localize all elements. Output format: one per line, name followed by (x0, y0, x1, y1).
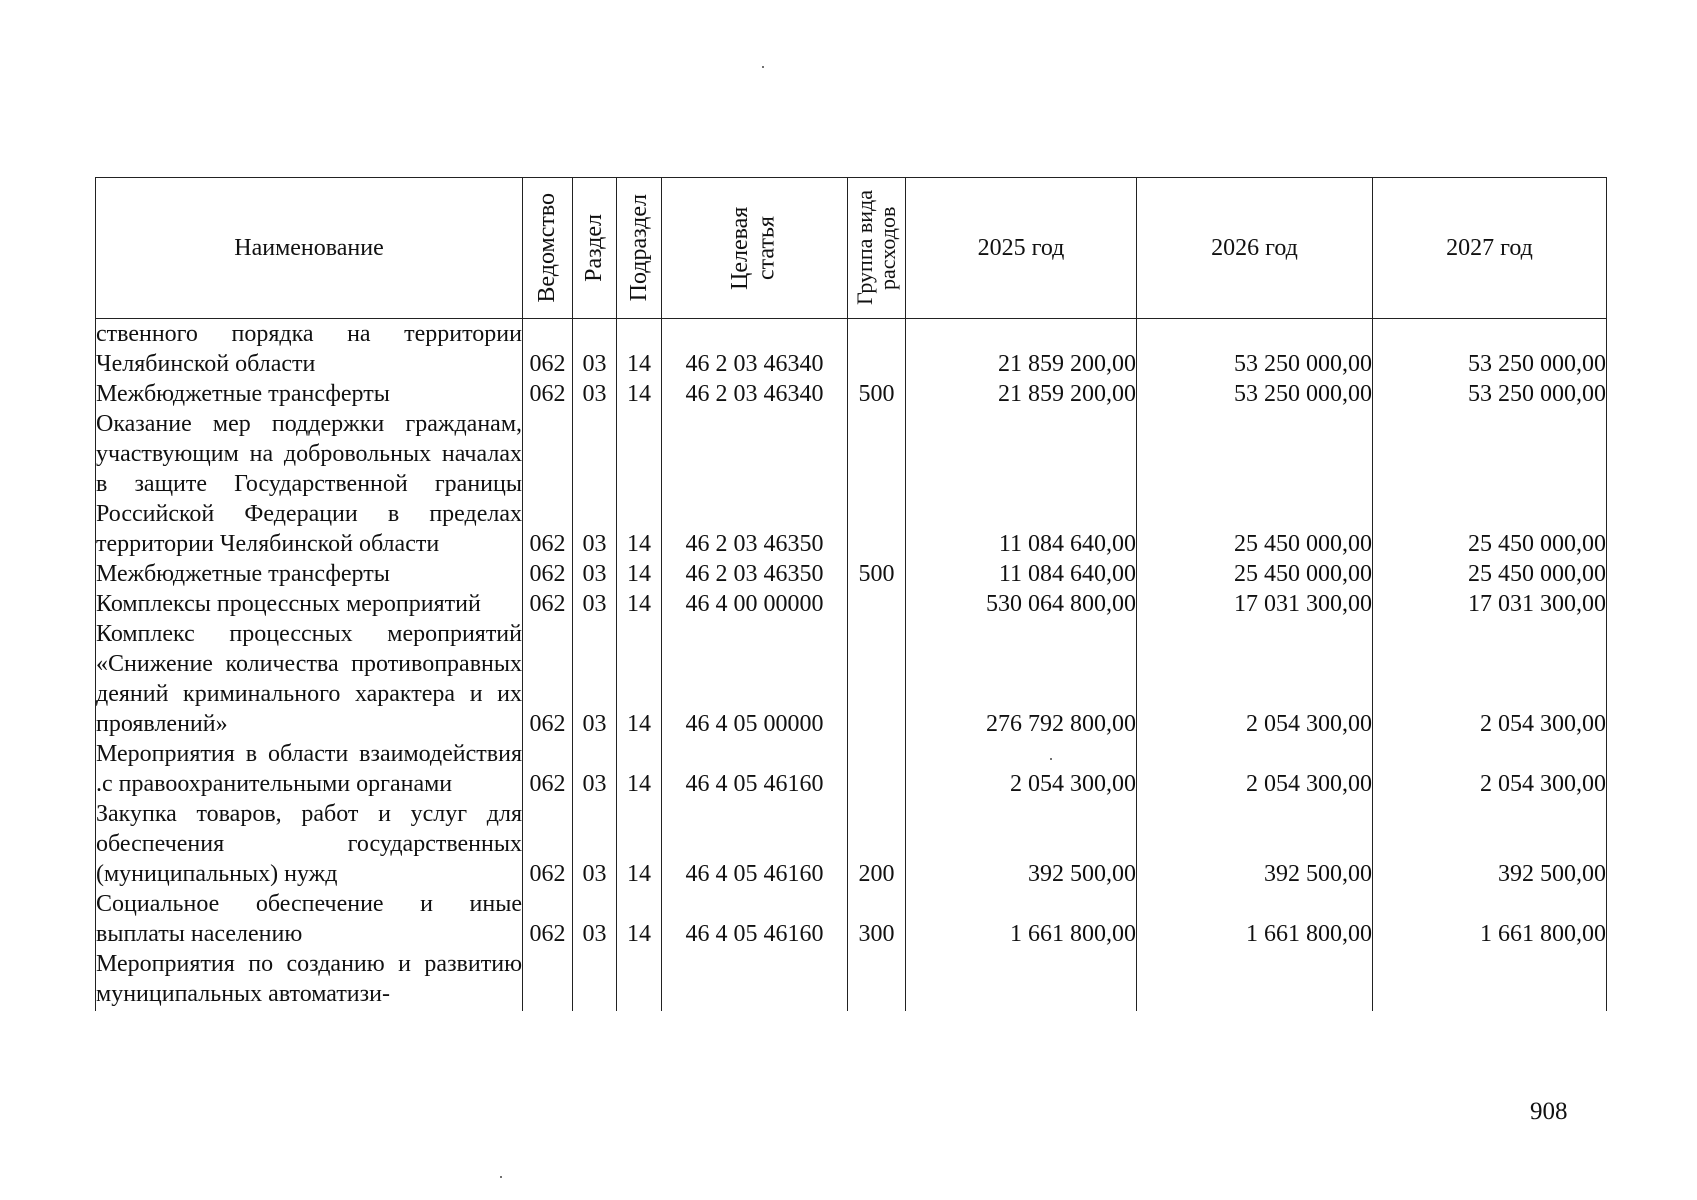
cell-target: 46 4 05 46160 (662, 799, 848, 889)
cell-2027: 53 250 000,00 (1373, 319, 1607, 380)
cell-name: Закупка товаров, работ и услуг для обеспечения государственных (муниципальных) нужд (96, 801, 522, 887)
cell-2026: 53 250 000,00 (1137, 379, 1373, 409)
header-2027: 2027 год (1373, 178, 1607, 319)
cell-subsection: 14 (617, 589, 662, 619)
cell-2027: 1 661 800,00 (1373, 889, 1607, 949)
cell-dept: 062 (523, 739, 573, 799)
cell-section: 03 (573, 739, 617, 799)
cell-section: 03 (573, 319, 617, 380)
cell-2027: 53 250 000,00 (1373, 379, 1607, 409)
header-name: Наименование (96, 178, 523, 319)
cell-2026: 2 054 300,00 (1137, 619, 1373, 739)
cell-target: 46 2 03 46340 (662, 379, 848, 409)
cell-dept (523, 949, 573, 1011)
page-number: 908 (1530, 1098, 1568, 1125)
cell-2027: 392 500,00 (1373, 799, 1607, 889)
cell-2027 (1373, 949, 1607, 1011)
cell-exptype (848, 409, 906, 559)
cell-dept: 062 (523, 559, 573, 589)
table-row (96, 379, 1607, 409)
cell-exptype: 500 (848, 559, 906, 589)
cell-exptype (848, 949, 906, 1011)
cell-target: 46 4 05 00000 (662, 619, 848, 739)
cell-2026: 1 661 800,00 (1137, 889, 1373, 949)
cell-2026: 25 450 000,00 (1137, 409, 1373, 559)
table-row (96, 619, 1607, 739)
cell-subsection (617, 949, 662, 1011)
cell-2027: 25 450 000,00 (1373, 559, 1607, 589)
cell-dept: 062 (523, 319, 573, 380)
cell-target (662, 949, 848, 1011)
cell-section: 03 (573, 559, 617, 589)
cell-dept: 062 (523, 799, 573, 889)
cell-exptype (848, 319, 906, 380)
cell-section: 03 (573, 379, 617, 409)
cell-2025: 11 084 640,00 (906, 409, 1137, 559)
cell-2026: 25 450 000,00 (1137, 559, 1373, 589)
cell-exptype: 200 (848, 799, 906, 889)
cell-dept: 062 (523, 589, 573, 619)
cell-2025: 21 859 200,00 (906, 319, 1137, 380)
header-subsection: Подраздел (617, 178, 662, 319)
cell-name: Социальное обеспечение и иные выплаты населению (96, 891, 522, 947)
cell-dept: 062 (523, 409, 573, 559)
cell-2025 (906, 949, 1137, 1011)
header-2026: 2026 год (1137, 178, 1373, 319)
cell-target: 46 2 03 46350 (662, 559, 848, 589)
cell-2025: 530 064 800,00 (906, 589, 1137, 619)
cell-section: 03 (573, 889, 617, 949)
header-exptype: Группа вида расходов (848, 178, 906, 319)
cell-name: Мероприятия в области взаимодействия .с правоохранительными органами (96, 741, 522, 797)
cell-2025: 1 661 800,00 (906, 889, 1137, 949)
cell-name: Межбюджетные трансферты (96, 559, 523, 589)
cell-exptype: 500 (848, 379, 906, 409)
cell-subsection: 14 (617, 379, 662, 409)
cell-exptype (848, 739, 906, 799)
cell-subsection: 14 (617, 559, 662, 589)
cell-name: Комплексы процессных мероприятий (96, 589, 523, 619)
cell-2027: 17 031 300,00 (1373, 589, 1607, 619)
scan-speck (762, 66, 764, 68)
table-body (96, 319, 1607, 1012)
cell-2027: 25 450 000,00 (1373, 409, 1607, 559)
cell-exptype (848, 589, 906, 619)
cell-2026: 53 250 000,00 (1137, 319, 1373, 380)
cell-dept: 062 (523, 619, 573, 739)
cell-subsection: 14 (617, 799, 662, 889)
table-row (96, 889, 1607, 949)
cell-target: 46 4 05 46160 (662, 739, 848, 799)
table-header-row (96, 178, 1607, 319)
cell-2026: 392 500,00 (1137, 799, 1373, 889)
cell-2025: 392 500,00 (906, 799, 1137, 889)
table-row (96, 799, 1607, 889)
cell-exptype: 300 (848, 889, 906, 949)
cell-target: 46 2 03 46340 (662, 319, 848, 380)
cell-subsection: 14 (617, 739, 662, 799)
cell-section (573, 949, 617, 1011)
cell-subsection: 14 (617, 319, 662, 380)
cell-subsection: 14 (617, 889, 662, 949)
header-dept: Ведомство (523, 178, 573, 319)
header-section: Раздел (573, 178, 617, 319)
cell-section: 03 (573, 799, 617, 889)
cell-target: 46 4 00 00000 (662, 589, 848, 619)
cell-section: 03 (573, 619, 617, 739)
cell-target: 46 2 03 46350 (662, 409, 848, 559)
table-row (96, 559, 1607, 589)
cell-section: 03 (573, 409, 617, 559)
table-row (96, 739, 1607, 799)
cell-exptype (848, 619, 906, 739)
cell-dept: 062 (523, 889, 573, 949)
cell-target: 46 4 05 46160 (662, 889, 848, 949)
header-target: Целевая статья (662, 178, 848, 319)
budget-table (95, 177, 1607, 1011)
cell-dept: 062 (523, 379, 573, 409)
cell-name: Мероприятия по созданию и развитию муниципальных автоматизи- (96, 949, 523, 1011)
header-2025: 2025 год (906, 178, 1137, 319)
cell-name: Оказание мер поддержки гражданам, участвующим на добровольных началах в защите Государственной границы Российской Федерации в пределах территории Челябинской области (96, 411, 522, 557)
table-row (96, 949, 1607, 1011)
cell-name: Комплекс процессных мероприятий «Снижение количества противоправных деяний криминального характера и их проявлений» (96, 621, 522, 737)
cell-2025: 11 084 640,00 (906, 559, 1137, 589)
table-row (96, 409, 1607, 559)
cell-2026: 17 031 300,00 (1137, 589, 1373, 619)
cell-2027: 2 054 300,00 (1373, 739, 1607, 799)
cell-subsection: 14 (617, 619, 662, 739)
scan-speck (1050, 758, 1052, 760)
cell-2025: 2 054 300,00 (906, 739, 1137, 799)
cell-name: Межбюджетные трансферты (96, 379, 523, 409)
cell-2025: 21 859 200,00 (906, 379, 1137, 409)
cell-section: 03 (573, 589, 617, 619)
scan-speck (500, 1176, 502, 1178)
cell-2025: 276 792 800,00 (906, 619, 1137, 739)
cell-2026 (1137, 949, 1373, 1011)
table-row (96, 319, 1607, 380)
cell-subsection: 14 (617, 409, 662, 559)
cell-2026: 2 054 300,00 (1137, 739, 1373, 799)
table-row (96, 589, 1607, 619)
cell-name: ственного порядка на территории Челябинской области (96, 319, 523, 380)
cell-2027: 2 054 300,00 (1373, 619, 1607, 739)
